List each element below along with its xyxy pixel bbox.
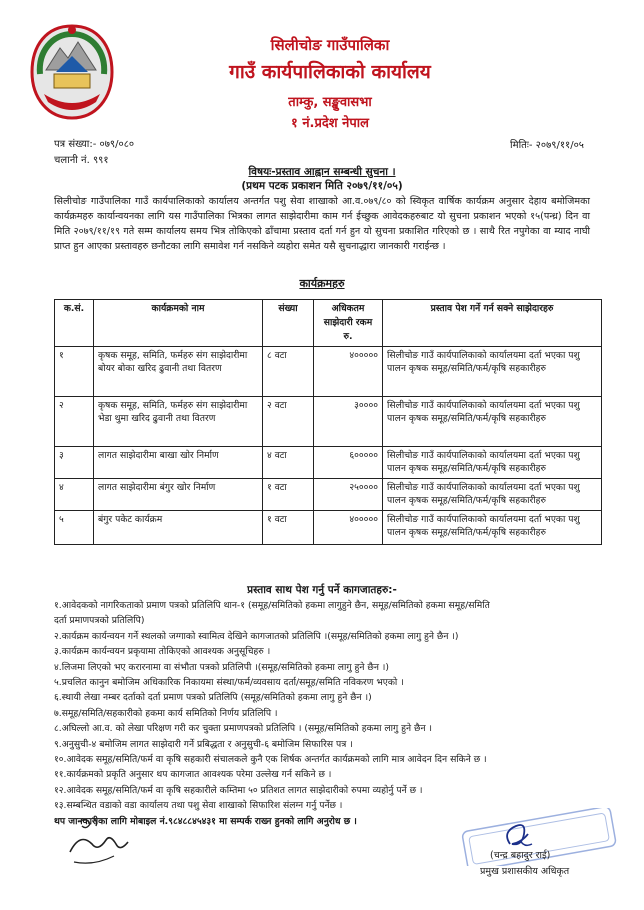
publication-date-line: (प्रथम पटक प्रकाशन मिति २०७९/११/०५) (241, 180, 403, 192)
contact-line: थप जानकारीका लागि मोबाइल नं.९८४८८४५४३१ मा सम्पर्क राख्न हुनको लागि अनुरोध छ । (54, 815, 357, 827)
table-row (55, 397, 602, 447)
dispatch-number: चलानी नं. ९९१ (54, 155, 109, 166)
cell-sn: ५ (55, 511, 94, 545)
cell-sn: १ (55, 347, 94, 397)
cell-amount: २५०००० (314, 479, 383, 511)
cell-partners: सिलीचोङ गाउँ कार्यपालिकाको कार्यालयमा दर्ता भएका पशु पालन कृषक समूह/समिति/फर्म/कृषि सहकारीहरु (383, 511, 602, 545)
list-item: ९.अनुसुची-४ बमोजिम लागत साझेदारी गर्ने प्रबिद्धता र अनुसुची-६ बमोजिम सिफारिस पत्र । (54, 738, 353, 750)
documents-list (54, 598, 600, 829)
list-item: १०.आवेदक समूह/समिति/फर्म वा कृषि सहकारी संचालकले कुनै एक शिर्षक अन्तर्गत कार्यक्रमको लागि मात्र आवेदन दिन सकिने छ । (54, 754, 487, 766)
cell-program-name: लागत साझेदारीमा बाखा खोर निर्माण (94, 447, 263, 479)
cell-sn: ३ (55, 447, 94, 479)
table-header-row (55, 300, 602, 347)
subject-block (60, 165, 584, 193)
cell-count: ८ वटा (263, 347, 314, 397)
province-name: १ नं.प्रदेश नेपाल (291, 116, 369, 131)
signatory-name: (चन्द्र बहादुर राई) (490, 850, 551, 861)
list-item: दर्ता प्रमाणपत्रको प्रतिलिपि) (54, 615, 145, 627)
list-item: ४.लिजमा लिएको भए करारनामा वा संभौता पत्रको प्रतिलिपी ।(समूह/समितिको हकमा लागु हुने छैन ।) (54, 661, 389, 673)
list-item: १३.सम्बन्धित वडाको वडा कार्यालय तथा पशु सेवा शाखाको सिफारिश संलग्न गर्नु पर्नेछ । (54, 800, 343, 812)
header-program-name: कार्यक्रमको नाम (94, 300, 263, 347)
district-name: ताम्कु, सङ्खुवासभा (288, 95, 372, 110)
cell-partners: सिलीचोङ गाउँ कार्यपालिकाको कार्यालयमा दर्ता भएका पशु पालन कृषक समूह/समिति/फर्म/कृषि सहकारीहरु (383, 447, 602, 479)
cell-program-name: बंगुर पकेट कार्यक्रम (94, 511, 263, 545)
handwritten-initial-icon (62, 812, 142, 872)
list-item: ७.समूह/समिति/सहकारीको हकमा कार्य समितिको निर्णय प्रतिलिपि । (54, 707, 278, 719)
signatory-title: प्रमुख प्रशासकीय अधिकृत (480, 866, 570, 877)
cell-program-name: कृषक समूह, समिति, फर्महरु संग साझेदारीमा भेडा थुमा खरिद ढुवानी तथा वितरण (94, 397, 263, 447)
list-item: १.आवेदकको नागरिकताको प्रमाण पत्रको प्रतिलिपि थान-१ (समूह/समितिको हकमा लागुहुने छैन, समूह/समितिको हकमा समूह/समिति (54, 600, 490, 611)
cell-amount: ६००००० (314, 447, 383, 479)
list-item: ५.प्रचलित कानुन बमोजिम अधिकारिक निकायमा संस्था/फर्म/व्यवसाय दर्ता/समूह/समिति नविकरण भएको । (54, 677, 404, 689)
letter-number: पत्र संख्या:- ०७९/०८० (54, 139, 135, 150)
table-row (55, 347, 602, 397)
list-item: ८.अघिल्लो आ.व. को लेखा परिक्षण गरी कर चुक्ता प्रमाणपत्रको प्रतिलिपि । (समूह/समितिको हकमा लागु हुने छैन । (54, 723, 432, 735)
header-partners: प्रस्ताव पेश गर्ने गर्न सक्ने साझेदारहरु (383, 300, 602, 347)
cell-count: १ वटा (263, 511, 314, 545)
cell-program-name: कृषक समूह, समिति, फर्महरु संग साझेदारीमा बोयर बोका खरिद ढुवानी तथा वितरण (94, 347, 263, 397)
notice-body: सिलीचोङ गाउँपालिका गाउँ कार्यपालिकाको कार्यालय अन्तर्गत पशु सेवा शाखाको आ.व.०७९/८० को स्विकृत वार्षिक कार्यक्रम अनुसार देहाय बमोजिमका कार्यक्रमहरु कार्यान्वयनका लागि यस गाउँपालिका भित्रका लागत साझेदारीमा काम गर्न ईच्छुक आवेदकहरुबाट यो सुचना प्रकाशन भएको १५(पन्ध्र) दिन वा मिति २०७९/११/१९ गते सम्म कार्यालय समय भित्र तोकिएको ढाँचामा प्रस्ताव दर्ता गर्न हुन यो सुचना प्रकाशित गरिएको छ । साथै रित नपुगेका वा म्याद नाघी प्राप्त हुन आएका प्रस्तावहरु छनौटका लागि समावेश गर्न नसकिने व्यहोरा समेत यसै सुचनाद्धारा जानकारी गराईन्छ । (54, 196, 590, 252)
cell-sn: ४ (55, 479, 94, 511)
cell-amount: ३०००० (314, 397, 383, 447)
list-item: ३.कार्यक्रम कार्यन्वयन प्रकृयामा तोकिएको आवश्यक अनुसूचिहरु । (54, 646, 271, 658)
letter-date: मितिः- २०७९/११/०५ (510, 140, 585, 151)
header-amount: अधिकतम साझेदारी रकम रु. (314, 300, 383, 347)
cell-partners: सिलीचोङ गाउँ कार्यपालिकाको कार्यालयमा दर्ता भएका पशु पालन कृषक समूह/समिति/फर्म/कृषि सहकारीहरु (383, 397, 602, 447)
subject-line: विषयः-प्रस्ताव आह्वान सम्बन्धी सुचना । (248, 166, 396, 178)
nepal-emblem-icon (26, 22, 118, 122)
list-item: १२.आवेदक समूह/समिति/फर्म वा कृषि सहकारीले कम्तिमा ५० प्रतिशत लागत साझेदारीको रुपमा व्यहोर्नु पर्ने छ । (54, 784, 423, 796)
office-name: गाउँ कार्यपालिकाको कार्यालय (229, 61, 431, 83)
signatory-block (462, 848, 569, 880)
table-row (55, 511, 602, 545)
cell-amount: ४००००० (314, 347, 383, 397)
table-row (55, 447, 602, 479)
programs-title: कार्यक्रमहरु (299, 277, 345, 290)
cell-partners: सिलीचोङ गाउँ कार्यपालिकाको कार्यालयमा दर्ता भएका पशु पालन कृषक समूह/समिति/फर्म/कृषि सहकारीहरु (383, 347, 602, 397)
list-item: २.कार्यक्रम कार्यन्वयन गर्ने स्थलको जग्गाको स्वामित्व देखिने कागजातको प्रतिलिपि ।(समूह/समितिको हकमा लागु हुने छैन ।) (54, 630, 459, 642)
municipality-name: सिलीचोङ गाउँपालिका (270, 36, 390, 54)
header-count: संख्या (263, 300, 314, 347)
list-item: ६.स्थायी लेखा नम्बर दर्ताको दर्ता प्रमाण पत्रको प्रतिलिपि (समूह/समितिको हकमा लागु हुने छैन ।) (54, 692, 372, 704)
cell-count: २ वटा (263, 397, 314, 447)
cell-program-name: लागत साझेदारीमा बंगुर खोर निर्माण (94, 479, 263, 511)
documents-title: प्रस्ताव साथ पेश गर्नु पर्ने कागजातहरु:- (247, 584, 397, 596)
cell-count: १ वटा (263, 479, 314, 511)
cell-partners: सिलीचोङ गाउँ कार्यपालिकाको कार्यालयमा दर्ता भएका पशु पालन कृषक समूह/समिति/फर्म/कृषि सहकारीहरु (383, 479, 602, 511)
list-item: ११.कार्यक्रमको प्रकृति अनुसार थप कागजात आवश्यक परेमा उल्लेख गर्न सकिने छ । (54, 769, 332, 781)
cell-amount: ४००००० (314, 511, 383, 545)
table-row (55, 479, 602, 511)
cell-sn: २ (55, 397, 94, 447)
programs-table (54, 299, 602, 545)
cell-count: ४ वटा (263, 447, 314, 479)
header-sn: क.सं. (55, 300, 94, 347)
